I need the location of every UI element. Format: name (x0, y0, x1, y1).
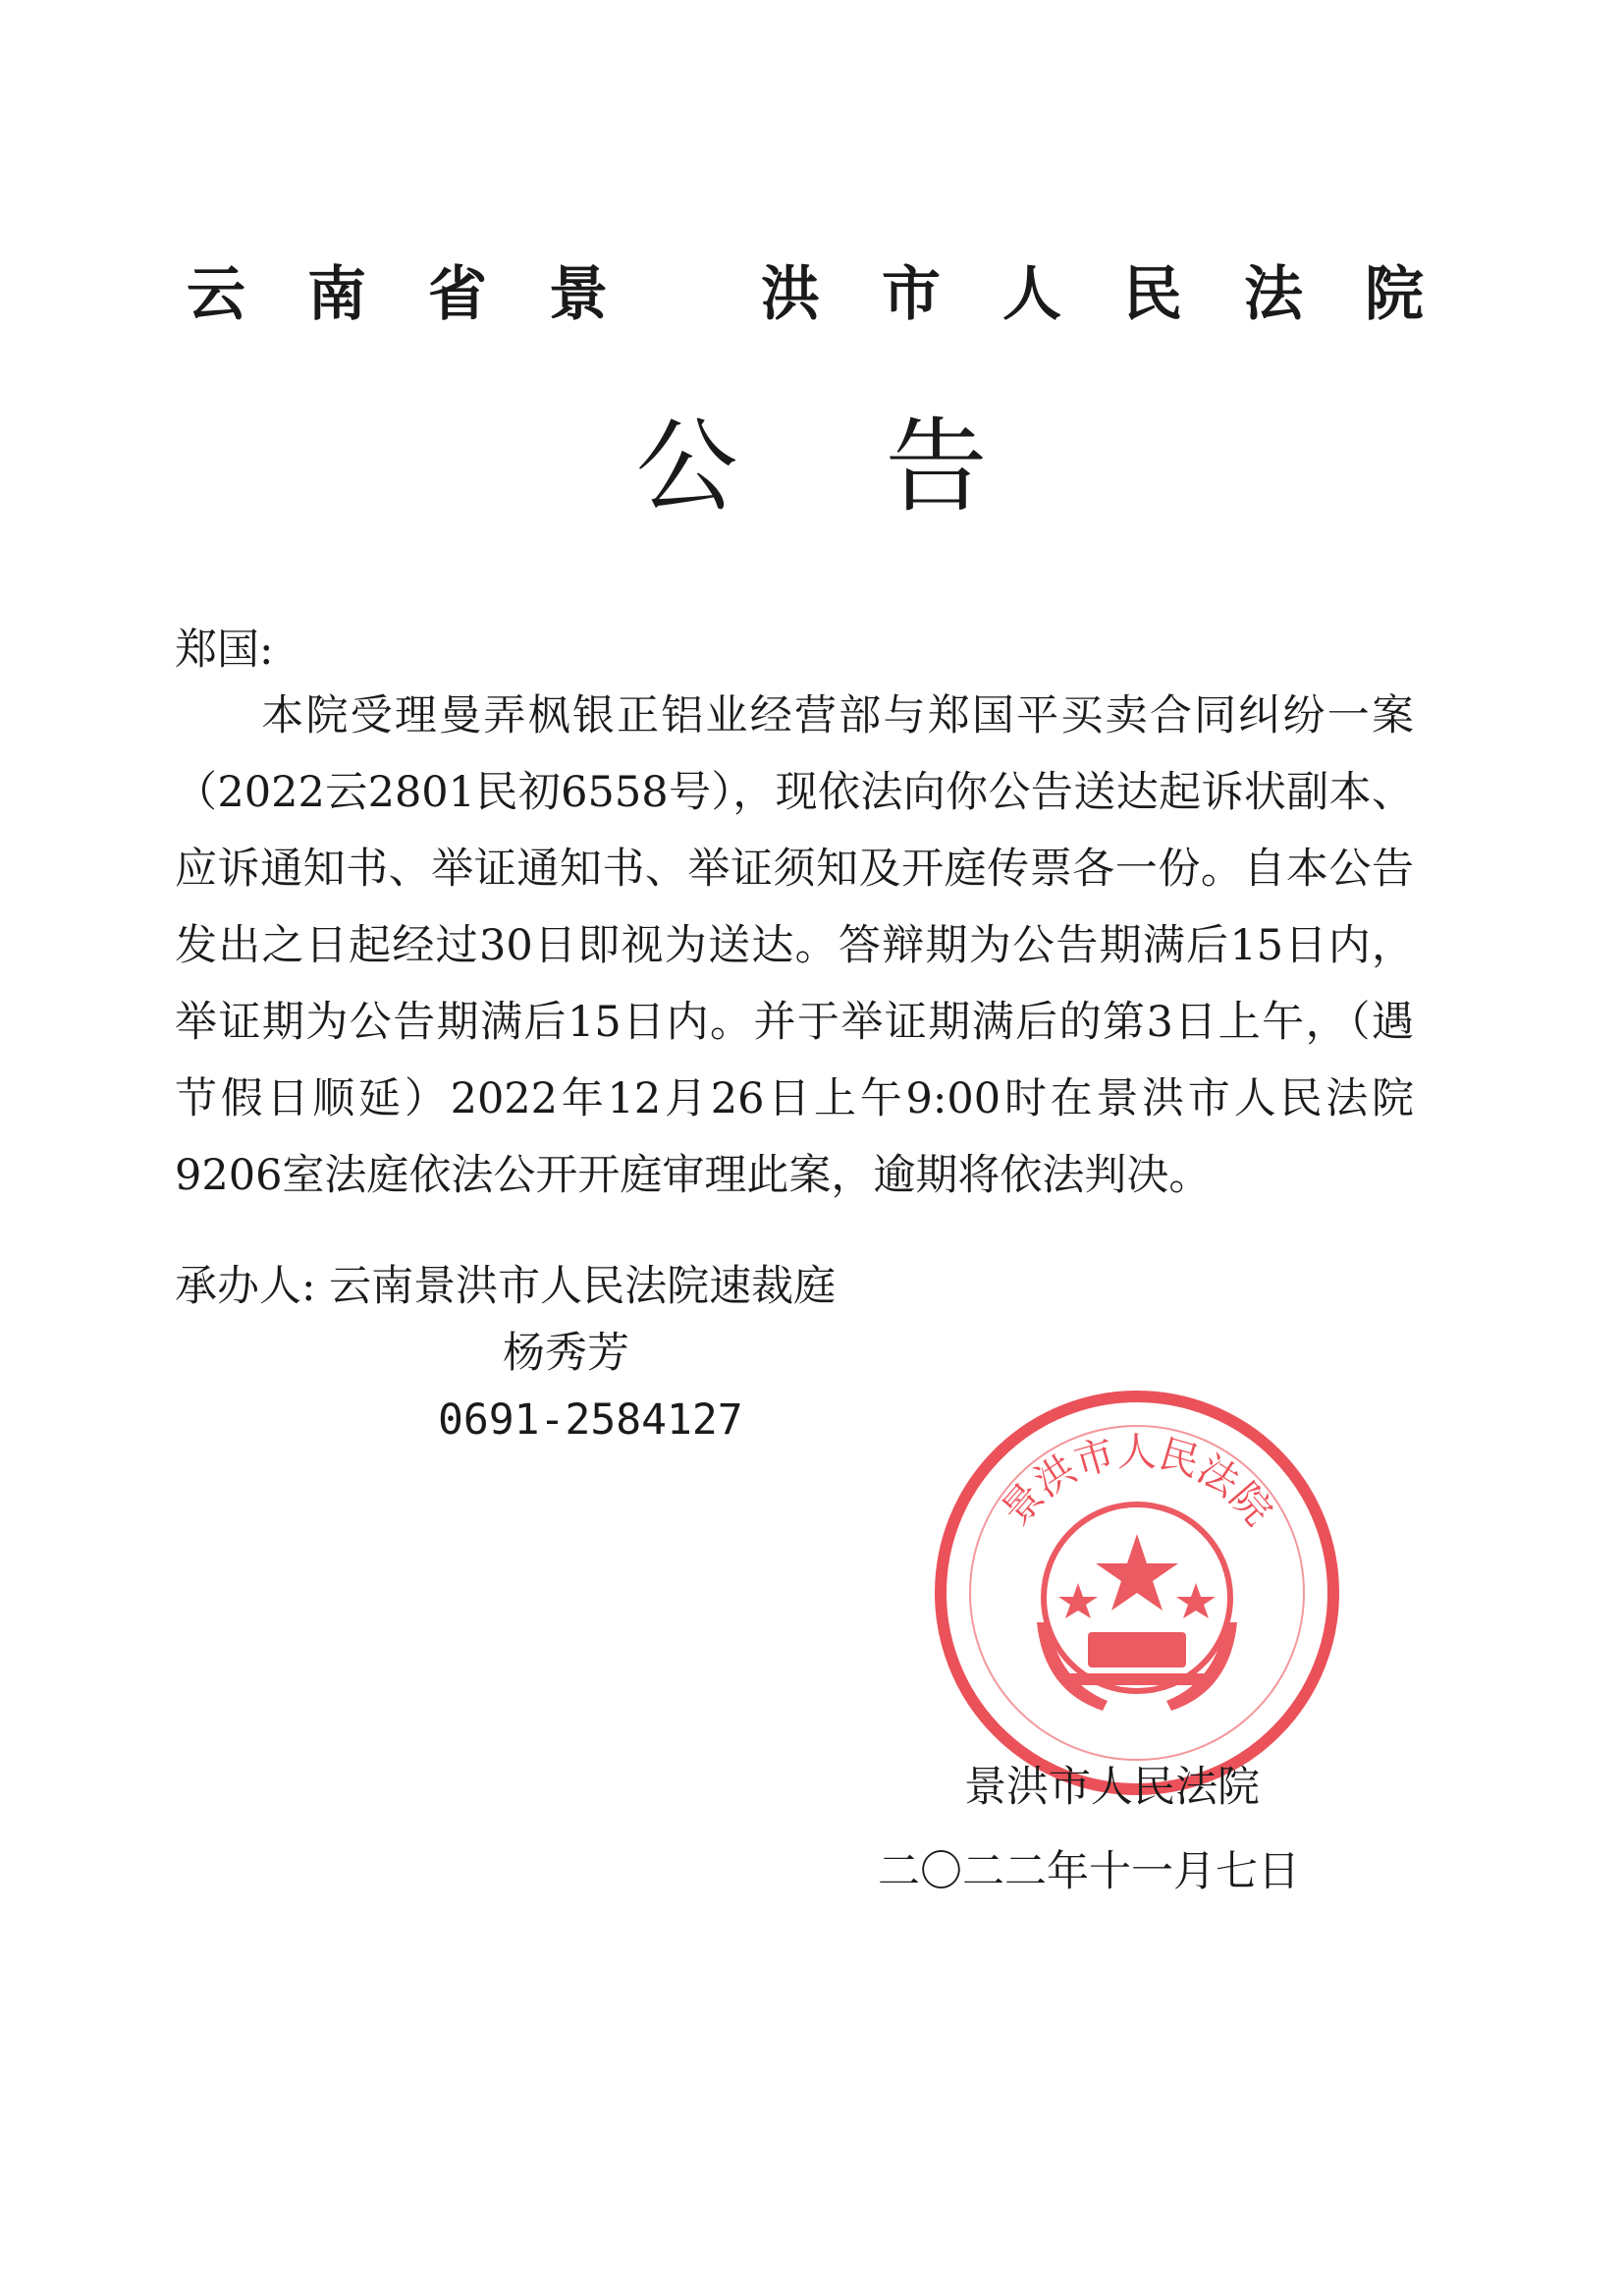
signature-date: 二〇二二年十一月七日 (878, 1847, 1300, 1896)
court-name-char: 南 (307, 260, 366, 329)
handler-name: 杨秀芳 (503, 1329, 629, 1378)
court-name-char: 云 (187, 260, 245, 329)
court-name-char: 省 (428, 260, 487, 329)
court-name-char: 景 (549, 260, 608, 329)
court-name-char: 人 (1002, 260, 1061, 329)
handler-line (175, 1253, 836, 1320)
court-name-heading (187, 257, 1424, 332)
court-name-char: 院 (1365, 260, 1424, 329)
handler-phone: 0691-2584127 (438, 1395, 743, 1445)
court-seal-icon (931, 1387, 1343, 1799)
notice-title: 公告 (635, 407, 1135, 526)
signature-court: 景洪市人民法院 (964, 1763, 1260, 1812)
seal-text: 景洪市人民法院 (993, 1430, 1281, 1535)
handler-label: 承办人: (175, 1262, 316, 1311)
court-name-char: 市 (882, 260, 941, 329)
court-name-char: 法 (1244, 260, 1303, 329)
court-name-char: 民 (1123, 260, 1182, 329)
addressee: 郑国: (175, 626, 274, 675)
notice-paragraph: 本院受理曼弄枫银正铝业经营部与郑国平买卖合同纠纷一案（2022云2801民初6558号），现依法向你公告送达起诉状副本、应诉通知书、举证通知书、举证须知及开庭传票各一份。自本公告发出之日起经过30日即视为送达。答辩期为公告期满后15日内，举证期为公告期满后15日内。并于举证期满后的第3日上午，（遇节假日顺延）2022年12月26日上午9:00时在景洪市人民法院9206室法庭依法公开开庭审理此案，逾期将依法判决。 (175, 691, 1414, 1200)
notice-body (175, 678, 1414, 1214)
heading-spacer (670, 257, 699, 332)
handler-department: 云南景洪市人民法院速裁庭 (329, 1262, 837, 1311)
court-name-char: 洪 (761, 260, 820, 329)
